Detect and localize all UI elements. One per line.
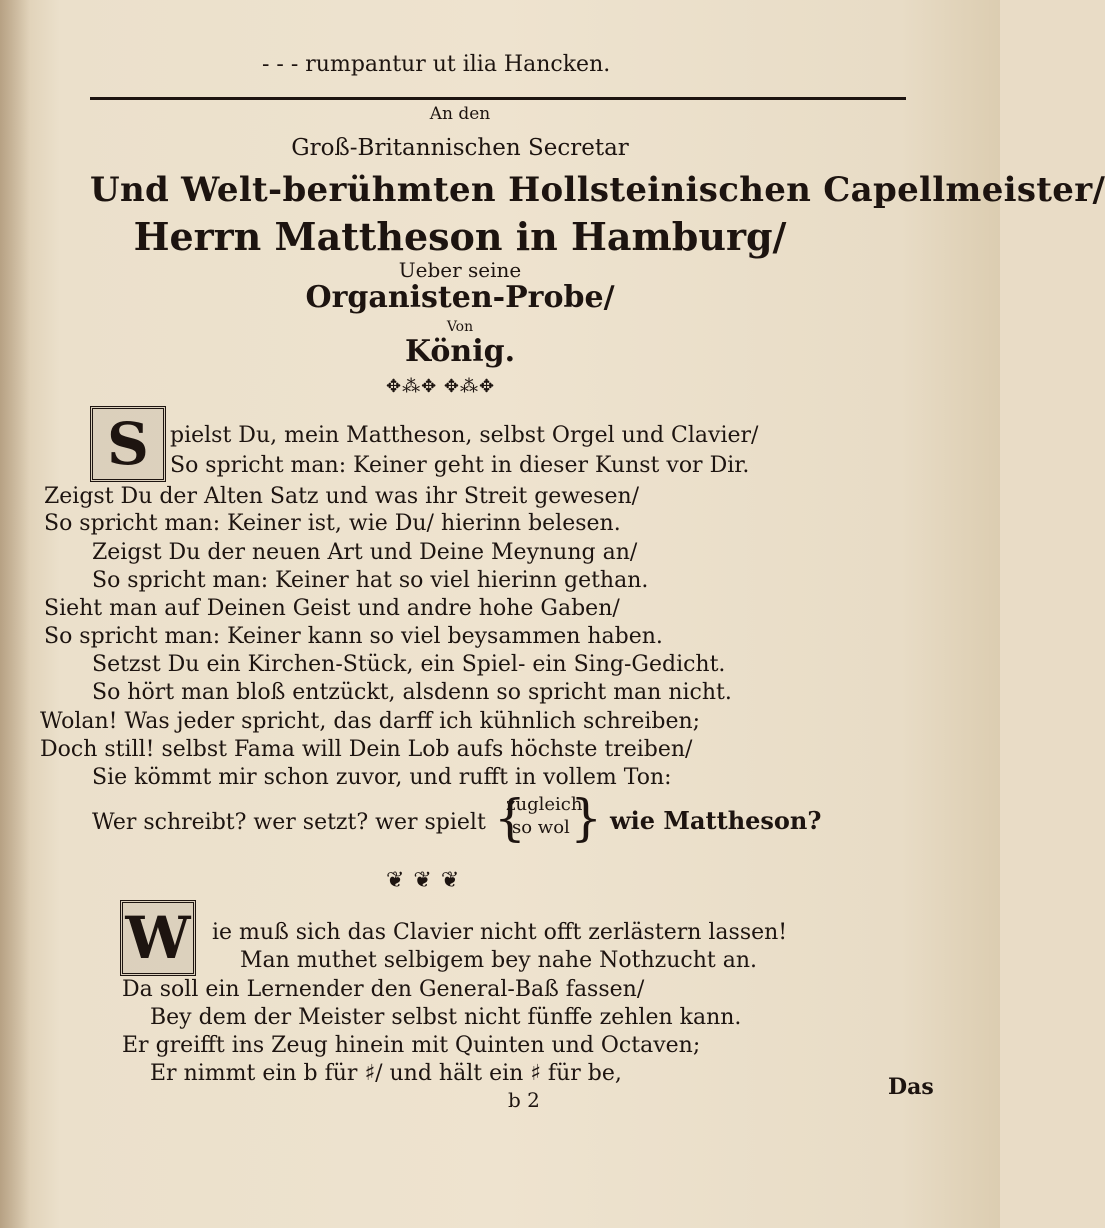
poem1-line-12: Doch still! selbst Fama will Dein Lob aufs höchste treiben/ [40,737,693,762]
signature-mark: b 2 [508,1088,540,1112]
poem1-line-9: Setzst Du ein Kirchen-Stück, ein Spiel- ein Sing-Gedicht. [92,652,726,677]
poem1-line-6: So spricht man: Keiner hat so viel hierinn gethan. [92,568,649,593]
poem1-line-13: Sie kömmt mir schon zuvor, und rufft in vollem Ton: [92,765,672,790]
poem1-final-suffix: wie Mattheson? [610,806,822,835]
brace-bottom-word: so wol [512,817,570,838]
right-brace: } [570,789,602,847]
poem1-final-prefix: Wer schreibt? wer setzt? wer spielt [92,810,486,835]
poem2-line-3: Da soll ein Lernender den General-Baß fassen/ [122,977,645,1002]
poem1-line-10: So hört man bloß entzückt, alsdenn so spricht man nicht. [92,680,732,705]
drop-cap-s: S [90,406,166,482]
title-line-2: Groß-Britannischen Secretar [291,135,629,161]
title-line-8: König. [404,334,516,369]
catchword: Das [888,1074,934,1100]
title-line-3: Und Welt-berühmten Hollsteinischen Capellmeister/ [90,170,1105,210]
poem1-line-1: pielst Du, mein Mattheson, selbst Orgel und Clavier/ [170,423,759,448]
running-head: - - - rumpantur ut ilia Hancken. [262,52,611,77]
poem1-line-4: So spricht man: Keiner ist, wie Du/ hierinn belesen. [44,511,621,536]
title-line-4: Herrn Mattheson in Hamburg/ [133,214,787,259]
poem2-line-6: Er nimmt ein b für ♯/ und hält ein ♯ für be, [150,1061,622,1086]
poem2-line-2: Man muthet selbigem bey nahe Nothzucht an. [240,948,757,973]
poem2-line-4: Bey dem der Meister selbst nicht fünffe zehlen kann. [150,1005,742,1030]
header-rule [90,97,906,100]
brace-top-word: zugleich [506,794,583,815]
poem1-line-8: So spricht man: Keiner kann so viel beysammen haben. [44,624,663,649]
left-brace: { [494,789,526,847]
poem1-line-7: Sieht man auf Deinen Geist und andre hohe Gaben/ [44,596,620,621]
title-line-7: Von [446,319,474,335]
poem1-line-5: Zeigst Du der neuen Art und Deine Meynung an/ [92,540,638,565]
poem1-line-11: Wolan! Was jeder spricht, das darff ich kühnlich schreiben; [40,709,701,734]
fleuron-ornament-1: ✥⁂✥ ✥⁂✥ [386,376,496,397]
poem2-line-1: ie muß sich das Clavier nicht offt zerlästern lassen! [212,920,788,945]
title-line-5: Ueber seine [398,258,522,282]
poem1-line-2: So spricht man: Keiner geht in dieser Kunst vor Dir. [170,453,750,478]
title-line-6: Organisten-Probe/ [305,280,615,315]
page-gutter-shadow [0,0,30,1228]
poem2-line-5: Er greifft ins Zeug hinein mit Quinten und Octaven; [122,1033,701,1058]
title-line-1: An den [429,104,491,124]
fleuron-ornament-2: ❦ ❦ ❦ [386,868,461,893]
drop-cap-w: W [120,900,196,976]
poem1-line-3: Zeigst Du der Alten Satz und was ihr Streit gewesen/ [44,484,640,509]
brace-alternatives [494,789,602,847]
